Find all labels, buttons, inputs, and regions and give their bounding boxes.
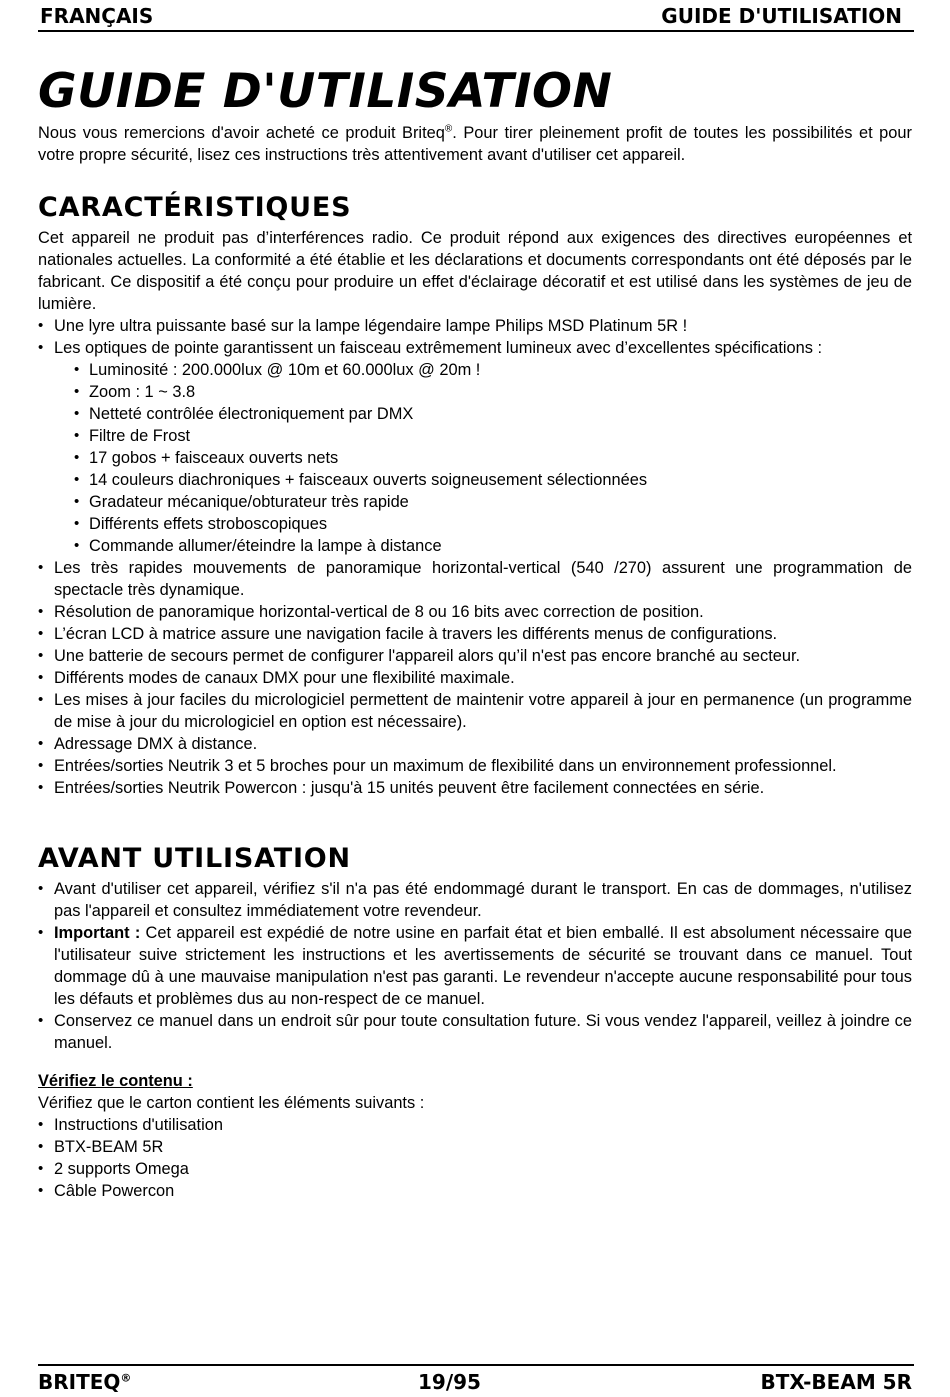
- registered-mark: ®: [444, 123, 453, 135]
- page-header: [38, 3, 914, 32]
- contents-list: [38, 1114, 912, 1202]
- important-label: Important :: [54, 924, 141, 942]
- before-use-list: [38, 878, 912, 1054]
- sub-list-item: • 17 gobos + faisceaux ouverts nets: [74, 447, 912, 469]
- sub-list-item: • 14 couleurs diachroniques + faisceaux ouverts soigneusement sélectionnées: [74, 469, 912, 491]
- page-footer: [38, 1364, 914, 1396]
- footer-brand: [38, 1370, 131, 1394]
- intro-paragraph: [38, 122, 912, 166]
- before-use-section: [38, 878, 912, 1054]
- sub-list-item: • Commande allumer/éteindre la lampe à distance: [74, 535, 912, 557]
- list-item: • Câble Powercon: [38, 1180, 912, 1202]
- header-language: FRANÇAIS: [40, 4, 154, 28]
- list-item: • Différents modes de canaux DMX pour une flexibilité maximale.: [38, 667, 912, 689]
- important-text: Cet appareil est expédié de notre usine en parfait état et bien emballé. Il est absolument nécessaire que l'utilisateur suive strictement les instructions et les avertissements de sécurité se trouvant dans ce manuel. Tout dommage dû à une mauvaise manipulation n'est pas garanti. Le revendeur n'accepte aucune responsabilité pour tous les défauts et problèmes dus au non-respect de ce manuel.: [54, 924, 912, 1008]
- list-item: • Entrées/sorties Neutrik Powercon : jusqu'à 15 unités peuvent être facilement connectées en série.: [38, 777, 912, 799]
- list-item: • Entrées/sorties Neutrik 3 et 5 broches pour un maximum de flexibilité dans un environnement professionnel.: [38, 755, 912, 777]
- features-list: [38, 315, 912, 359]
- contents-heading: Vérifiez le contenu :: [38, 1072, 193, 1090]
- before-use-title: AVANT UTILISATION: [38, 843, 351, 874]
- sub-list-item: • Netteté contrôlée électroniquement par DMX: [74, 403, 912, 425]
- footer-model: BTX-BEAM 5R: [760, 1370, 912, 1394]
- optics-sub-list: [38, 359, 912, 557]
- list-item: • 2 supports Omega: [38, 1158, 912, 1180]
- features-list-continued: [38, 557, 912, 799]
- sub-list-item: • Gradateur mécanique/obturateur très rapide: [74, 491, 912, 513]
- list-item: • Les très rapides mouvements de panoramique horizontal-vertical (540 /270) assurent une programmation de spectacle très dynamique.: [38, 557, 912, 601]
- features-title: CARACTÉRISTIQUES: [38, 192, 352, 223]
- sub-list-item: • Zoom : 1 ~ 3.8: [74, 381, 912, 403]
- page-title: GUIDE D'UTILISATION: [38, 64, 613, 119]
- list-item: • L’écran LCD à matrice assure une navigation facile à travers les différents menus de configurations.: [38, 623, 912, 645]
- page-number: 19/95: [418, 1370, 481, 1394]
- list-item: • Les mises à jour faciles du micrologiciel permettent de maintenir votre appareil à jour en permanence (un programme de mise à jour du micrologiciel en option est nécessaire).: [38, 689, 912, 733]
- list-item: • Résolution de panoramique horizontal-vertical de 8 ou 16 bits avec correction de position.: [38, 601, 912, 623]
- sub-list-item: • Luminosité : 200.000lux @ 10m et 60.000lux @ 20m !: [74, 359, 912, 381]
- features-section: [38, 227, 912, 799]
- footer-registered-mark: ®: [120, 1371, 132, 1385]
- list-item: • Adressage DMX à distance.: [38, 733, 912, 755]
- list-item: • Instructions d'utilisation: [38, 1114, 912, 1136]
- header-section: GUIDE D'UTILISATION: [661, 4, 902, 28]
- intro-text-2: . Pour tirer pleinement profit de toutes les possibilités et pour votre propre sécurité, lisez ces instructions très attentivement avant d'utiliser cet appareil.: [38, 124, 912, 164]
- list-item: • Avant d'utiliser cet appareil, vérifiez s'il n'a pas été endommagé durant le transport. En cas de dommages, n'utilisez pas l'appareil et consultez immédiatement votre revendeur.: [38, 878, 912, 922]
- brand-name: BRITEQ: [38, 1370, 121, 1394]
- list-item: • Une lyre ultra puissante basé sur la lampe légendaire lampe Philips MSD Platinum 5R !: [38, 315, 912, 337]
- sub-list-item: • Filtre de Frost: [74, 425, 912, 447]
- list-item: • Conservez ce manuel dans un endroit sûr pour toute consultation future. Si vous vendez l'appareil, veillez à joindre ce manuel.: [38, 1010, 912, 1054]
- list-item: [38, 922, 912, 1010]
- list-item: [38, 337, 912, 359]
- features-paragraph: Cet appareil ne produit pas d’interférences radio. Ce produit répond aux exigences des directives européennes et nationales actuelles. La conformité a été établie et les déclarations et documents correspondants ont été déposés par le fabricant. Ce dispositif a été conçu pour produire un effet d'éclairage décoratif et est utilisé dans les systèmes de jeu de lumière.: [38, 229, 912, 313]
- list-item: • Une batterie de secours permet de configurer l'appareil alors qu’il n'est pas encore branché au secteur.: [38, 645, 912, 667]
- sub-list-item: • Différents effets stroboscopiques: [74, 513, 912, 535]
- contents-intro: Vérifiez que le carton contient les éléments suivants :: [38, 1094, 425, 1112]
- list-item: • BTX-BEAM 5R: [38, 1136, 912, 1158]
- contents-section: [38, 1070, 912, 1202]
- intro-text-1: Nous vous remercions d'avoir acheté ce produit Briteq: [38, 124, 445, 142]
- optics-text: Les optiques de pointe garantissent un faisceau extrêmement lumineux avec d’excellentes spécifications :: [54, 339, 823, 357]
